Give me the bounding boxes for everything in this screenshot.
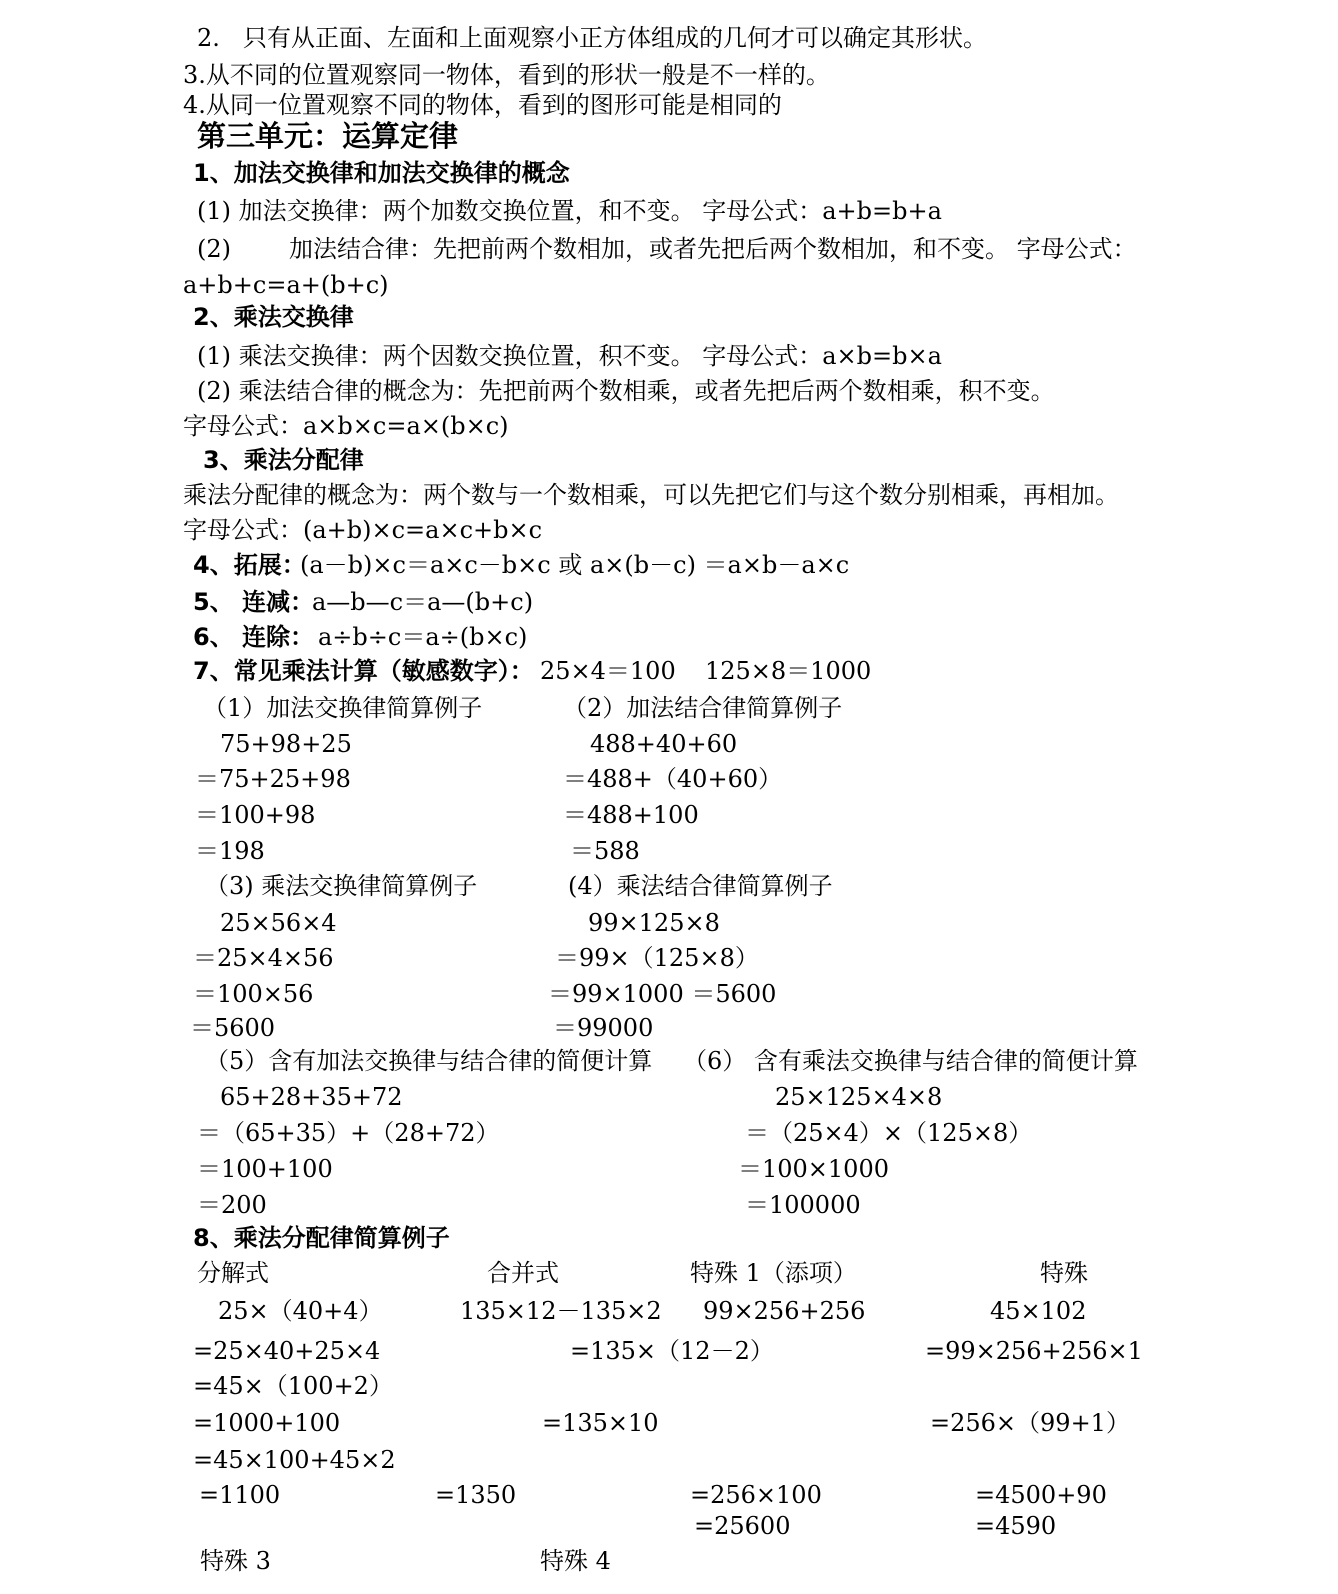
text-segment: ＝100+98 <box>195 801 316 829</box>
text-segment: ＝200 <box>197 1191 267 1219</box>
text-segment: ＝（25×4）×（125×8） <box>745 1119 1033 1147</box>
text-segment: ＝75+25+98 <box>195 765 351 793</box>
text-segment: ＝100×56 <box>193 980 314 1008</box>
text-line <box>0 1084 1338 1116</box>
text-line <box>0 447 1338 479</box>
text-segment: 25×56×4 <box>220 909 337 937</box>
text-segment: =1100 <box>199 1481 281 1509</box>
text-line <box>0 1338 1338 1370</box>
text-line <box>0 1260 1338 1292</box>
text-line <box>0 1513 1338 1545</box>
text-line <box>0 378 1338 410</box>
text-segment: =45×100+45×2 <box>193 1446 396 1474</box>
text-segment: =25×40+25×4 <box>193 1337 381 1365</box>
text-segment: （2）加法结合律简算例子 <box>563 694 843 722</box>
text-segment: （6） 含有乘法交换律与结合律的简便计算 <box>683 1047 1138 1075</box>
text-segment: 只有从正面、左面和上面观察小正方体组成的几何才可以确定其形状。 <box>243 24 987 52</box>
text-segment: =4500+90 <box>975 1481 1107 1509</box>
text-line <box>0 695 1338 727</box>
text-line <box>0 1482 1338 1514</box>
bold-text-segment: 1、加法交换律和加法交换律的概念 <box>193 159 570 187</box>
text-segment: =1350 <box>435 1481 517 1509</box>
text-line <box>0 236 1338 268</box>
text-line <box>0 552 1338 584</box>
text-segment: 字母公式：(a+b)×c=a×c+b×c <box>183 516 543 544</box>
text-line <box>0 1120 1338 1152</box>
text-line <box>0 802 1338 834</box>
text-segment: 45×102 <box>990 1297 1087 1325</box>
text-line <box>0 198 1338 230</box>
text-segment: 65+28+35+72 <box>220 1083 403 1111</box>
text-segment: 乘法分配律的概念为：两个数与一个数相乘，可以先把它们与这个数分别相乘，再相加。 <box>183 481 1119 509</box>
text-segment: （5）含有加法交换律与结合律的简便计算 <box>205 1047 653 1075</box>
text-segment: a—b—c＝a—(b+c) <box>312 588 534 616</box>
text-line <box>0 873 1338 905</box>
bold-text-segment: 3、乘法分配律 <box>203 446 364 474</box>
text-segment: 加法结合律：先把前两个数相加，或者先把后两个数相加，和不变。 字母公式： <box>289 235 1137 263</box>
text-segment: 25×4＝100 <box>540 657 676 685</box>
text-segment: ＝198 <box>195 837 265 865</box>
text-segment: 135×12－135×2 <box>460 1297 662 1325</box>
text-segment: ＝100×1000 <box>738 1155 889 1183</box>
text-line <box>0 304 1338 336</box>
text-segment: ＝100000 <box>745 1191 861 1219</box>
text-segment: =4590 <box>975 1512 1057 1540</box>
text-line <box>0 766 1338 798</box>
text-line <box>0 1156 1338 1188</box>
bold-text-segment: 7、常见乘法计算（敏感数字）： <box>193 657 534 685</box>
text-line <box>0 838 1338 870</box>
text-line <box>0 160 1338 192</box>
text-line <box>0 910 1338 942</box>
text-segment: ＝（65+35）+（28+72） <box>197 1119 500 1147</box>
text-segment: 特殊 <box>1040 1259 1088 1287</box>
text-segment: 2. <box>197 24 220 52</box>
text-segment: 99×125×8 <box>588 909 720 937</box>
text-segment: a+b+c=a+(b+c) <box>183 271 389 299</box>
text-segment: (a－b)×c＝a×c－b×c 或 a×(b－c) ＝a×b－a×c <box>300 551 850 579</box>
text-segment: 4.从同一位置观察不同的物体，看到的图形可能是相同的 <box>183 91 782 119</box>
text-segment: (2) 乘法结合律的概念为：先把前两个数相乘，或者先把后两个数相乘，积不变。 <box>197 377 1055 405</box>
bold-text-segment: 8、乘法分配律简算例子 <box>193 1224 450 1252</box>
text-segment: 特殊 3 <box>200 1547 271 1575</box>
text-segment: ＝99×1000 ＝5600 <box>548 980 777 1008</box>
text-segment: (1) 加法交换律：两个加数交换位置，和不变。 字母公式：a+b=b+a <box>197 197 942 225</box>
text-line <box>0 517 1338 549</box>
text-line <box>0 272 1338 304</box>
text-segment: (1) 乘法交换律：两个因数交换位置，积不变。 字母公式：a×b=b×a <box>197 342 942 370</box>
bold-text-segment: 4、拓展： <box>193 551 306 579</box>
text-segment: =256×100 <box>690 1481 822 1509</box>
text-line <box>0 1298 1338 1330</box>
text-segment: ＝99×（125×8） <box>555 944 759 972</box>
text-segment: ＝488+（40+60） <box>563 765 783 793</box>
text-segment: 特殊 4 <box>540 1547 611 1575</box>
text-line <box>0 981 1338 1013</box>
text-line <box>0 1048 1338 1080</box>
text-line <box>0 62 1338 94</box>
text-segment: 分解式 <box>197 1259 269 1287</box>
text-line <box>0 1015 1338 1047</box>
text-segment: 合并式 <box>487 1259 559 1287</box>
bold-text-segment: 5、 连减： <box>193 588 315 616</box>
text-segment: a÷b÷c＝a÷(b×c) <box>318 623 528 651</box>
text-segment: 特殊 1（添项） <box>690 1259 857 1287</box>
text-segment: 125×8＝1000 <box>705 657 872 685</box>
text-segment: (2) <box>197 235 231 263</box>
bold-text-segment: 6、 连除： <box>193 623 315 651</box>
text-line <box>0 1410 1338 1442</box>
text-line <box>0 624 1338 656</box>
text-segment: =135×10 <box>542 1409 659 1437</box>
text-segment: =25600 <box>694 1512 791 1540</box>
text-segment: 99×256+256 <box>703 1297 866 1325</box>
text-line <box>0 25 1338 57</box>
section-heading: 第三单元：运算定律 <box>197 119 459 153</box>
text-segment: 25×（40+4） <box>218 1297 383 1325</box>
text-segment: ＝488+100 <box>563 801 699 829</box>
text-line <box>0 589 1338 621</box>
text-segment: ＝588 <box>570 837 640 865</box>
text-segment: =135×（12－2） <box>570 1337 774 1365</box>
text-segment: 字母公式：a×b×c=a×(b×c) <box>183 412 509 440</box>
bold-text-segment: 2、乘法交换律 <box>193 303 354 331</box>
text-segment: 3.从不同的位置观察同一物体，看到的形状一般是不一样的。 <box>183 61 830 89</box>
text-segment: ＝99000 <box>553 1014 654 1042</box>
text-segment: 25×125×4×8 <box>775 1083 943 1111</box>
text-segment: =99×256+256×1 <box>925 1337 1143 1365</box>
text-segment: (4）乘法结合律简算例子 <box>568 872 833 900</box>
text-segment: （3) 乘法交换律简算例子 <box>205 872 478 900</box>
text-line <box>0 413 1338 445</box>
text-line <box>0 1192 1338 1224</box>
text-line <box>0 945 1338 977</box>
text-line <box>0 1548 1338 1580</box>
text-line <box>0 120 1338 152</box>
text-line <box>0 658 1338 690</box>
text-segment: ＝25×4×56 <box>193 944 334 972</box>
text-line <box>0 1447 1338 1479</box>
text-segment: =45×（100+2） <box>193 1372 393 1400</box>
text-line <box>0 1225 1338 1257</box>
text-line <box>0 343 1338 375</box>
text-segment: 488+40+60 <box>590 730 738 758</box>
text-segment: （1）加法交换律简算例子 <box>203 694 483 722</box>
text-segment: =1000+100 <box>193 1409 341 1437</box>
text-segment: ＝100+100 <box>197 1155 333 1183</box>
text-segment: =256×（99+1） <box>930 1409 1130 1437</box>
text-segment: 75+98+25 <box>220 730 352 758</box>
text-line <box>0 731 1338 763</box>
text-line <box>0 482 1338 514</box>
text-line <box>0 1373 1338 1405</box>
text-segment: ＝5600 <box>190 1014 276 1042</box>
